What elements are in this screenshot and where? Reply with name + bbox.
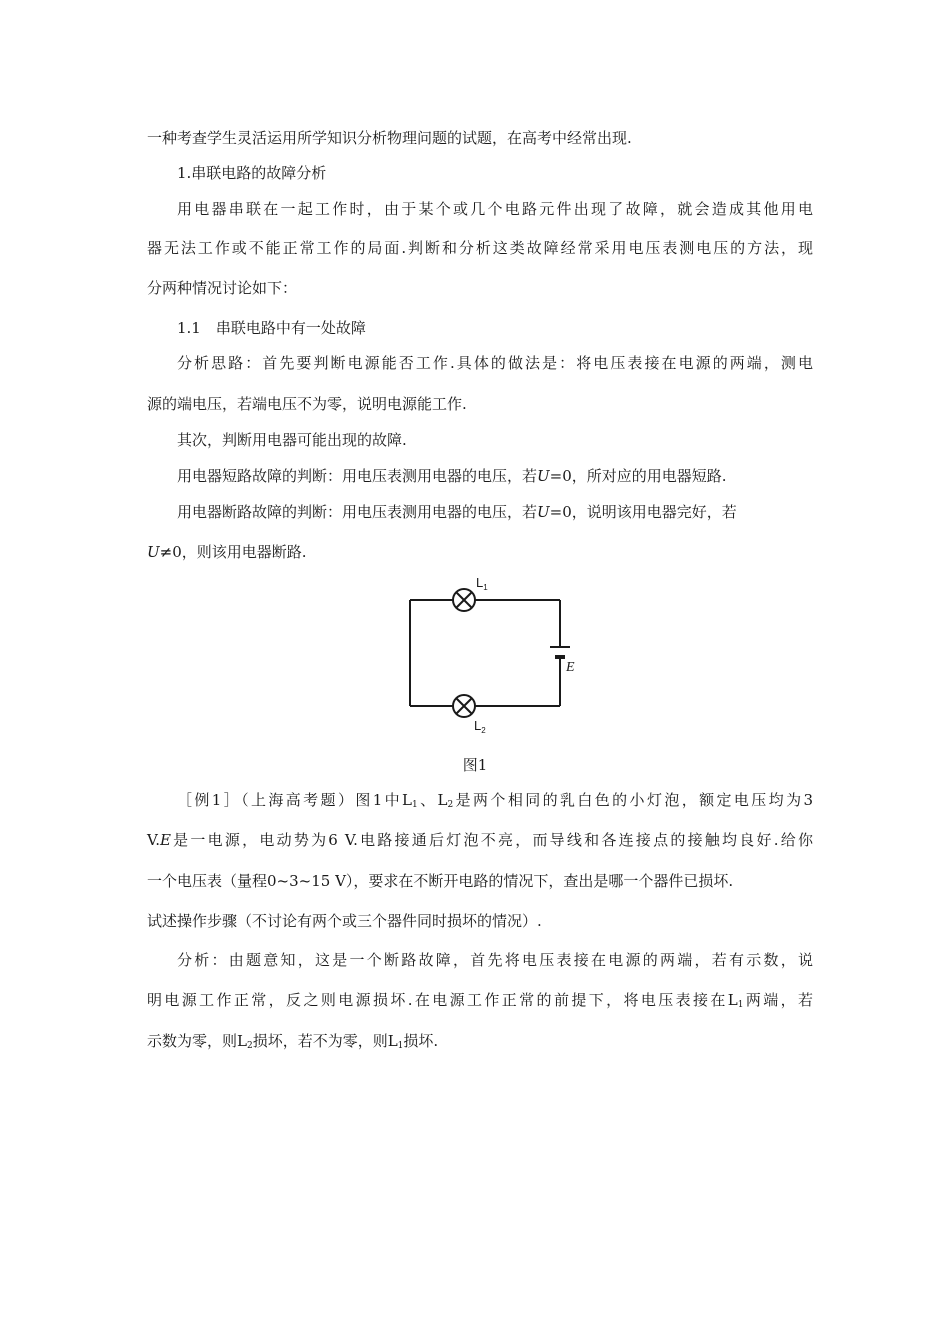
para5-line1: 用电器断路故障的判断：用电压表测用电器的电压，若U=0，说明该用电器完好，若 [177,503,737,521]
example-line3: 一个电压表（量程0~3~15 V），要求在不断开电路的情况下，查出是哪一个器件已损坏. [147,872,734,890]
analysis-line1: 分析：由题意知，这是一个断路故障，首先将电压表接在电源的两端，若有示数，说 [177,951,813,969]
circuit-diagram [400,572,590,742]
section-heading-1: 1.串联电路的故障分析 [177,164,327,182]
intro-line: 一种考查学生灵活运用所学知识分析物理问题的试题，在高考中经常出现. [147,129,632,147]
para1-line1: 用电器串联在一起工作时，由于某个或几个电路元件出现了故障，就会造成其他用电 [177,200,813,218]
example-line4: 试述操作步骤（不讨论有两个或三个器件同时损坏的情况）. [147,912,542,930]
label-l2: $L_2$ [474,718,486,735]
example-line2: V.E是一电源，电动势为6 V.电路接通后灯泡不亮，而导线和各连接点的接触均良好.给你 [147,831,813,849]
para1-line2: 器无法工作或不能正常工作的局面.判断和分析这类故障经常采用电压表测电压的方法，现 [147,239,813,257]
label-e: E [566,660,575,675]
para5-line2: U≠0，则该用电器断路. [147,543,307,561]
label-l1: $L_1$ [476,575,488,592]
analysis-line2: 明电源工作正常，反之则电源损坏.在电源工作正常的前提下，将电压表接在$L_1$两端，若 [147,991,813,1010]
lamp-l1-icon [453,589,475,611]
example-line1: ［例1］（上海高考题）图1中$L_1$、$L_2$是两个相同的乳白色的小灯泡，额定电压均为3 [177,791,813,810]
para2-line1: 分析思路：首先要判断电源能否工作.具体的做法是：将电压表接在电源的两端，测电 [177,354,813,372]
circuit-figure [400,572,590,742]
section-heading-1-1: 1.1 串联电路中有一处故障 [177,319,366,337]
para2-line2: 源的端电压，若端电压不为零，说明电源能工作. [147,395,467,413]
figure-caption: 图1 [462,756,488,774]
para3: 其次，判断用电器可能出现的故障. [177,431,407,449]
lamp-l2-icon [453,695,475,717]
para4: 用电器短路故障的判断：用电压表测用电器的电压，若U=0，所对应的用电器短路. [177,467,727,485]
analysis-line3: 示数为零，则$L_2$损坏，若不为零，则$L_1$损坏. [147,1032,439,1051]
para1-line3: 分两种情况讨论如下： [147,279,298,297]
